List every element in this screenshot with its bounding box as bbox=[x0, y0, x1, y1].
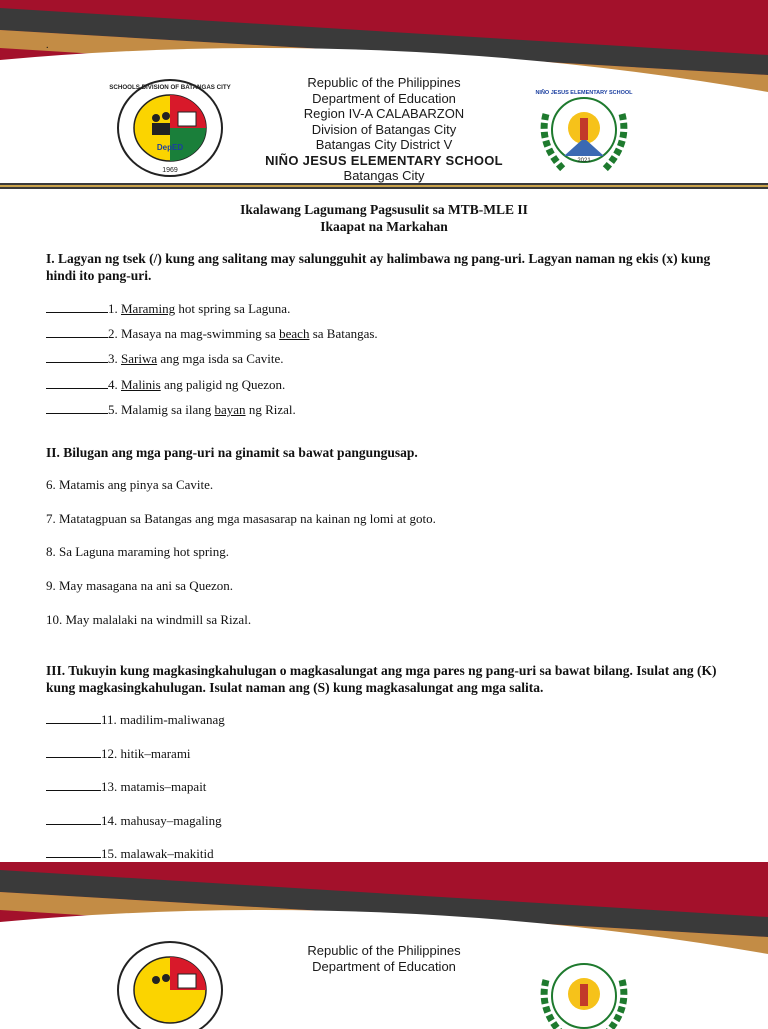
list-item: 14. mahusay–magaling bbox=[46, 813, 222, 829]
stray-mark: . bbox=[46, 40, 49, 51]
seal-ring-text: NIÑO JESUS ELEMENTARY SCHOOL bbox=[535, 90, 633, 96]
seal-year: 2021 bbox=[577, 158, 591, 164]
list-item: 12. hitik–marami bbox=[46, 746, 191, 762]
list-item: 15. malawak–makitid bbox=[46, 846, 214, 862]
list-item: 1. Maraming hot spring sa Laguna. bbox=[46, 301, 290, 317]
part2-instruction: II. Bilugan ang mga pang-uri na ginamit sa bawat pangungusap. bbox=[46, 445, 418, 460]
header-text bbox=[0, 75, 768, 184]
list-item: 3. Sariwa ang mga isda sa Cavite. bbox=[46, 351, 283, 367]
next-page-header-text bbox=[0, 943, 768, 974]
header-city: Batangas City bbox=[343, 168, 425, 183]
seal-year: 1969 bbox=[162, 167, 178, 174]
header-line: Republic of the Philippines bbox=[307, 75, 461, 90]
header-line: Region IV-A CALABARZON bbox=[303, 106, 465, 121]
exam-subtitle: Ikaapat na Markahan bbox=[320, 219, 448, 234]
exam-title: Ikalawang Lagumang Pagsusulit sa MTB-MLE II bbox=[240, 202, 528, 217]
list-item: 7. Matatagpuan sa Batangas ang mga masasarap na kainan ng lomi at goto. bbox=[46, 511, 436, 526]
list-item: 8. Sa Laguna maraming hot spring. bbox=[46, 544, 230, 559]
seal-ring-text: SCHOOLS DIVISION OF BATANGAS CITY bbox=[109, 84, 231, 91]
list-item: 2. Masaya na mag-swimming sa beach sa Batangas. bbox=[46, 326, 378, 342]
school-name: NIÑO JESUS ELEMENTARY SCHOOL bbox=[265, 152, 503, 168]
header-line: Department of Education bbox=[312, 90, 456, 106]
list-item: 4. Malinis ang paligid ng Quezon. bbox=[46, 377, 285, 393]
seal-deped-text: DepED bbox=[156, 143, 184, 152]
list-item: 5. Malamig sa ilang bayan ng Rizal. bbox=[46, 402, 296, 418]
list-item: 10. May malalaki na windmill sa Rizal. bbox=[46, 612, 252, 627]
part1-instruction: I. Lagyan ng tsek (/) kung ang salitang may salungguhit ay halimbawa ng pang-uri. Lagyan naman ng ekis (x) kung hindi ito pang-uri. bbox=[46, 251, 711, 283]
header-line: Department of Education bbox=[312, 958, 456, 974]
part3-instruction: III. Tukuyin kung magkasingkahulugan o magkasalungat ang mga pares ng pang-uri sa bawat bilang. Isulat ang (K) kung magkasingkahulugan. Isulat naman ang (S) kung magkasalungat ang mga salita. bbox=[46, 663, 717, 695]
list-item: 9. May masagana na ani sa Quezon. bbox=[46, 578, 233, 593]
list-item: 13. matamis–mapait bbox=[46, 779, 206, 795]
header-line: Batangas City District V bbox=[315, 137, 453, 152]
list-item: 6. Matamis ang pinya sa Cavite. bbox=[46, 477, 214, 492]
header-line: Republic of the Philippines bbox=[307, 943, 461, 958]
header-line: Division of Batangas City bbox=[311, 121, 457, 137]
list-item: 11. madilim-maliwanag bbox=[46, 712, 225, 728]
